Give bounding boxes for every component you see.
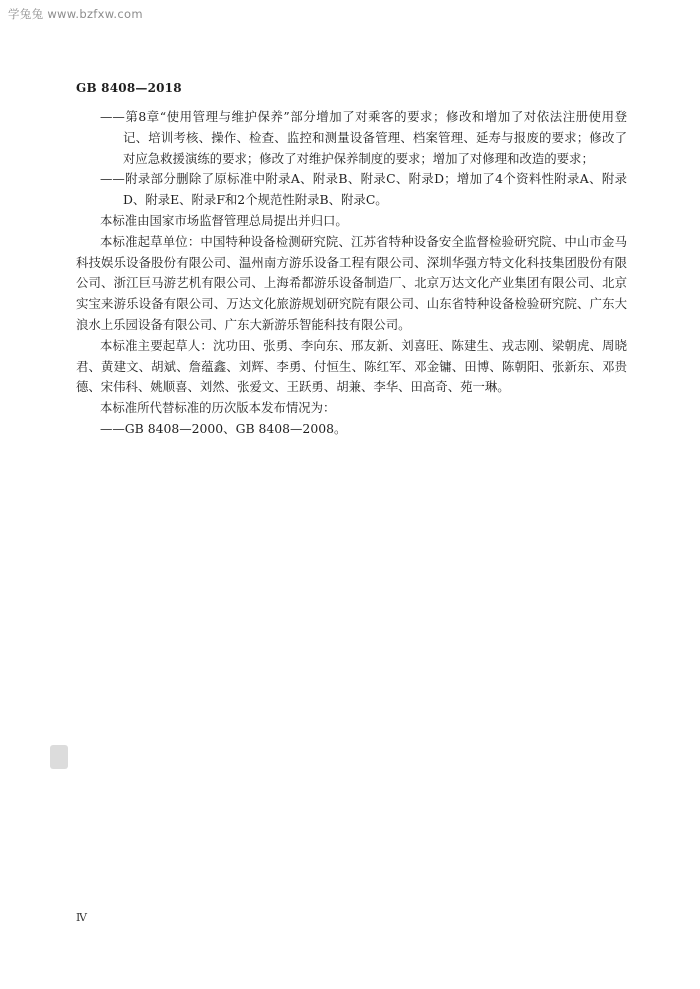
standard-number-header: GB 8408—2018 <box>76 81 182 95</box>
dash-item-chapter-8: ——第8章“使用管理与维护保养”部分增加了对乘客的要求；修改和增加了对依法注册使用登记、培训考核、操作、检查、监控和测量设备管理、档案管理、延寿与报废的要求；修改了对应急救援演练的要求；修改了对维护保养制度的要求；增加了对修理和改造的要求； <box>100 109 627 166</box>
gray-note-marker <box>50 745 68 769</box>
document-body <box>76 107 627 440</box>
watermark-text: 学兔兔 www.bzfxw.com <box>8 7 143 21</box>
dash-item-annexes: ——附录部分删除了原标准中附录A、附录B、附录C、附录D；增加了4个资料性附录A、附录D、附录E、附录F和2个规范性附录B、附录C。 <box>100 171 627 208</box>
dash-item-previous-editions: ——GB 8408—2000、GB 8408—2008。 <box>100 420 347 436</box>
paragraph-drafting-units: 本标准起草单位：中国特种设备检测研究院、江苏省特种设备安全监督检验研究院、中山市金马科技娱乐设备股份有限公司、温州南方游乐设备工程有限公司、深圳华强方特文化科技集团股份有限公司、浙江巨马游艺机有限公司、上海希都游乐设备制造厂、北京万达文化产业集团有限公司、北京实宝来游乐设备有限公司、万达文化旅游规划研究院有限公司、山东省特种设备检验研究院、广东大浪水上乐园设备有限公司、广东大新游乐智能科技有限公司。 <box>76 233 627 332</box>
page-number: Ⅳ <box>76 911 87 924</box>
paragraph-proposer: 本标准由国家市场监督管理总局提出并归口。 <box>100 212 348 228</box>
paragraph-main-drafters: 本标准主要起草人：沈功田、张勇、李向东、邢友新、刘喜旺、陈建生、戎志刚、梁朝虎、周晓君、黄建文、胡斌、詹蕴鑫、刘辉、李勇、付恒生、陈红军、邓金镛、田博、陈朝阳、张新东、邓贵德、宋伟科、姚顺喜、刘然、张爱文、王跃勇、胡兼、李华、田高奇、苑一琳。 <box>76 337 627 395</box>
paragraph-previous-editions-intro: 本标准所代替标准的历次版本发布情况为： <box>100 400 336 416</box>
